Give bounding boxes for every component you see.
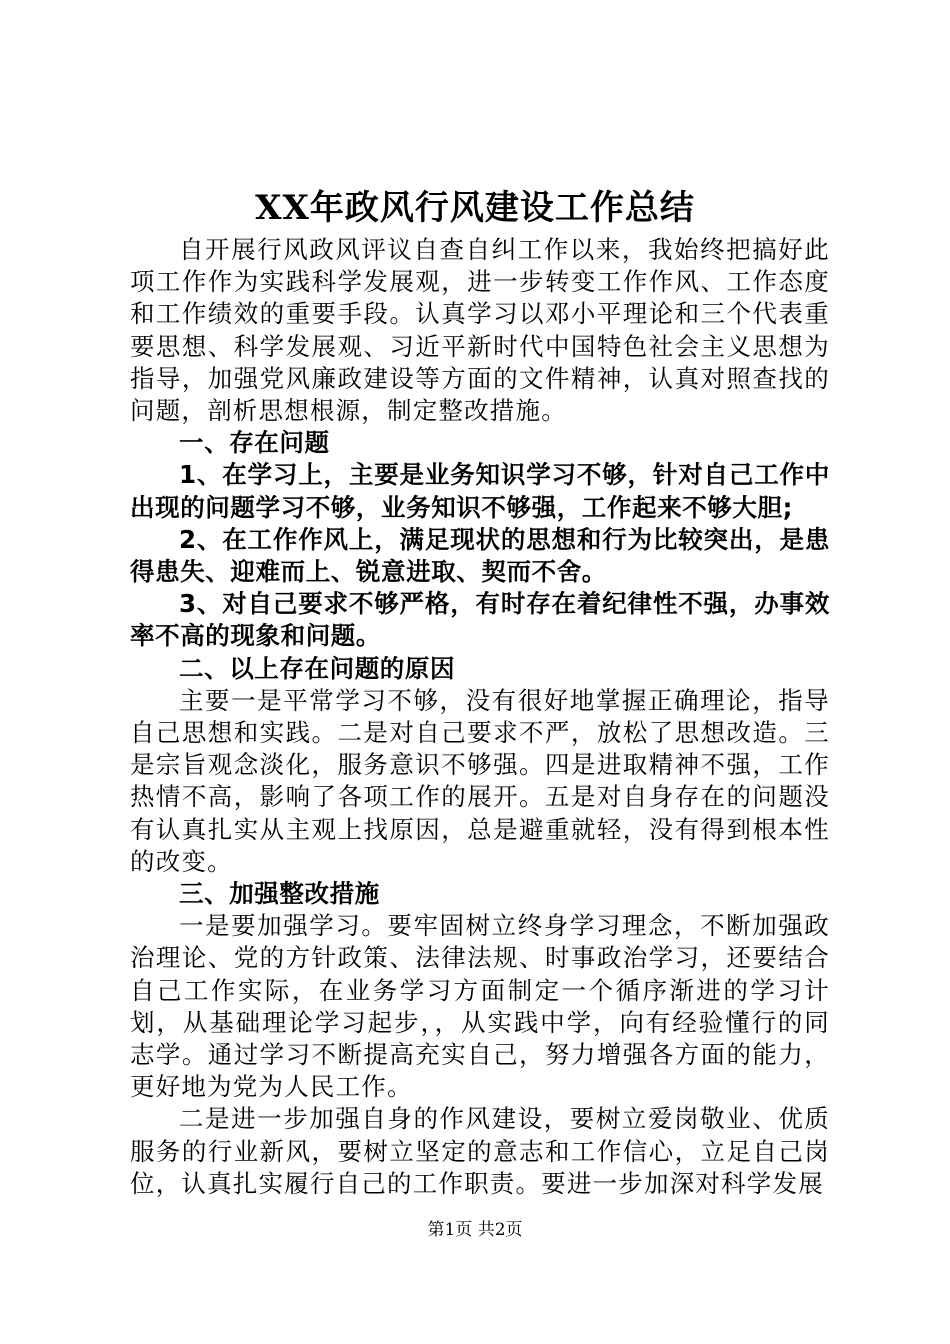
paragraph-measure-1: 一是要加强学习。要牢固树立终身学习理念，不断加强政治理论、党的方针政策、法律法规、时事政治学习，还要结合自己工作实际，在业务学习方面制定一个循序渐进的学习计划，从基础理论学习起步，，从实践中学，向有经验懂行的同志学。通过学习不断提高充实自己，努力增强各方面的能力，更好地为党为人民工作。 [130, 911, 830, 1102]
document-title: XX年政风行风建设工作总结 [255, 188, 695, 228]
paragraph-measure-2: 二是进一步加强自身的作风建设，要树立爱岗敬业、优质服务的行业新风，要树立坚定的意志和工作信心，立足自己岗位，认真扎实履行自己的工作职责。要进一步加深对科学发展 [130, 1104, 830, 1198]
page-footer: 第1页 共2页 [427, 1220, 523, 1240]
document-body [130, 234, 830, 1200]
paragraph-problem-2: 2、在工作作风上，满足现状的思想和行为比较突出，是患得患失、迎难而上、锐意进取、契而不舍。 [130, 524, 830, 587]
section-heading-measures: 三、加强整改措施 [179, 879, 380, 909]
paragraph-causes: 主要一是平常学习不够，没有很好地掌握正确理论，指导自己思想和实践。二是对自己要求不严，放松了思想改造。三是宗旨观念淡化，服务意识不够强。四是进取精神不强，工作热情不高，影响了各项工作的展开。五是对自身存在的问题没有认真扎实从主观上找原因，总是避重就轻，没有得到根本性的改变。 [130, 685, 830, 876]
section-heading-causes: 二、以上存在问题的原因 [179, 653, 456, 683]
paragraph-problem-1: 1、在学习上，主要是业务知识学习不够，针对自己工作中出现的问题学习不够，业务知识不够强，工作起来不够大胆; [130, 460, 830, 522]
paragraph-intro: 自开展行风政风评议自查自纠工作以来，我始终把搞好此项工作作为实践科学发展观，进一步转变工作作风、工作态度和工作绩效的重要手段。认真学习以邓小平理论和三个代表重要思想、科学发展观、习近平新时代中国特色社会主义思想为指导，加强党风廉政建设等方面的文件精神，认真对照查找的问题，剖析思想根源，制定整改措施。 [130, 235, 830, 426]
paragraph-problem-3: 3、对自己要求不够严格，有时存在着纪律性不强，办事效率不高的现象和问题。 [130, 589, 830, 651]
section-heading-problems: 一、存在问题 [179, 428, 330, 458]
